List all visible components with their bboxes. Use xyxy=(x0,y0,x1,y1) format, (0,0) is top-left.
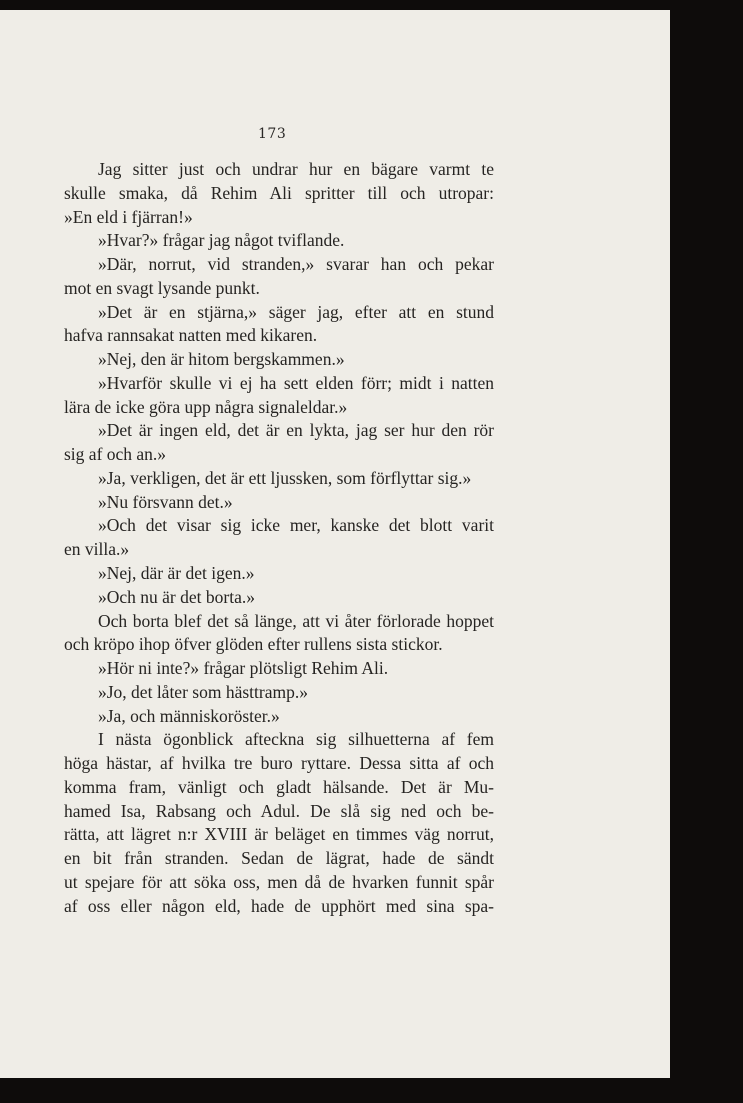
text-line: »Och det visar sig icke mer, kanske det blott varit xyxy=(98,515,494,536)
text-line: »Det är ingen eld, det är en lykta, jag ser hur den rör xyxy=(98,420,494,441)
text-line: »Hvarför skulle vi ej ha sett elden förr; midt i natten xyxy=(98,372,494,393)
text-line: komma fram, vänligt och gladt hälsande. Det är Mu- xyxy=(64,776,494,797)
text-line: »Nu försvann det.» xyxy=(98,491,233,512)
text-line: »Jo, det låter som hästtramp.» xyxy=(98,681,308,702)
text-line: sig af och an.» xyxy=(64,444,167,465)
text-line: »Hvar?» frågar jag något tviflande. xyxy=(98,230,345,251)
text-line: och kröpo ihop öfver glöden efter rullens sista stickor. xyxy=(64,634,443,655)
body-text xyxy=(64,158,494,919)
text-line: »Ja, verkligen, det är ett ljussken, som förflyttar sig.» xyxy=(98,467,472,488)
page-number: 173 xyxy=(258,126,287,142)
text-line: »Där, norrut, vid stranden,» svarar han och pekar xyxy=(98,254,494,275)
text-line: »Nej, den är hitom bergskammen.» xyxy=(98,349,345,370)
text-line: lära de icke göra upp några signaleldar.» xyxy=(64,396,348,417)
text-line: mot en svagt lysande punkt. xyxy=(64,277,260,298)
text-line: en villa.» xyxy=(64,539,130,560)
book-page xyxy=(0,10,670,1078)
text-line: I nästa ögonblick afteckna sig silhuetterna af fem xyxy=(98,729,494,750)
text-line: »Ja, och människoröster.» xyxy=(98,705,280,726)
text-line: Jag sitter just och undrar hur en bägare varmt te xyxy=(98,159,494,179)
text-line: »En eld i fjärran!» xyxy=(64,206,193,227)
text-line: hamed Isa, Rabsang och Adul. De slå sig ned och be- xyxy=(64,800,494,821)
text-line: »Hör ni inte?» frågar plötsligt Rehim Ali. xyxy=(98,658,389,679)
text-line: höga hästar, af hvilka tre buro ryttare. Dessa sitta af och xyxy=(64,753,494,774)
text-line: af oss eller någon eld, hade de upphört med sina spa- xyxy=(64,895,494,916)
text-line: skulle smaka, då Rehim Ali spritter till och utropar: xyxy=(64,182,494,203)
text-line: Och borta blef det så länge, att vi åter förlorade hoppet xyxy=(98,610,494,631)
text-line: »Det är en stjärna,» säger jag, efter att en stund xyxy=(98,301,494,322)
text-line: »Nej, där är det igen.» xyxy=(98,563,255,584)
text-line: rätta, att lägret n:r XVIII är beläget en timmes väg norrut, xyxy=(64,824,494,845)
text-line: ut spejare för att söka oss, men då de hvarken funnit spår xyxy=(64,871,494,892)
text-line: en bit från stranden. Sedan de lägrat, hade de sändt xyxy=(64,848,494,869)
text-line: »Och nu är det borta.» xyxy=(98,586,255,607)
text-line: hafva rannsakat natten med kikaren. xyxy=(64,325,318,346)
